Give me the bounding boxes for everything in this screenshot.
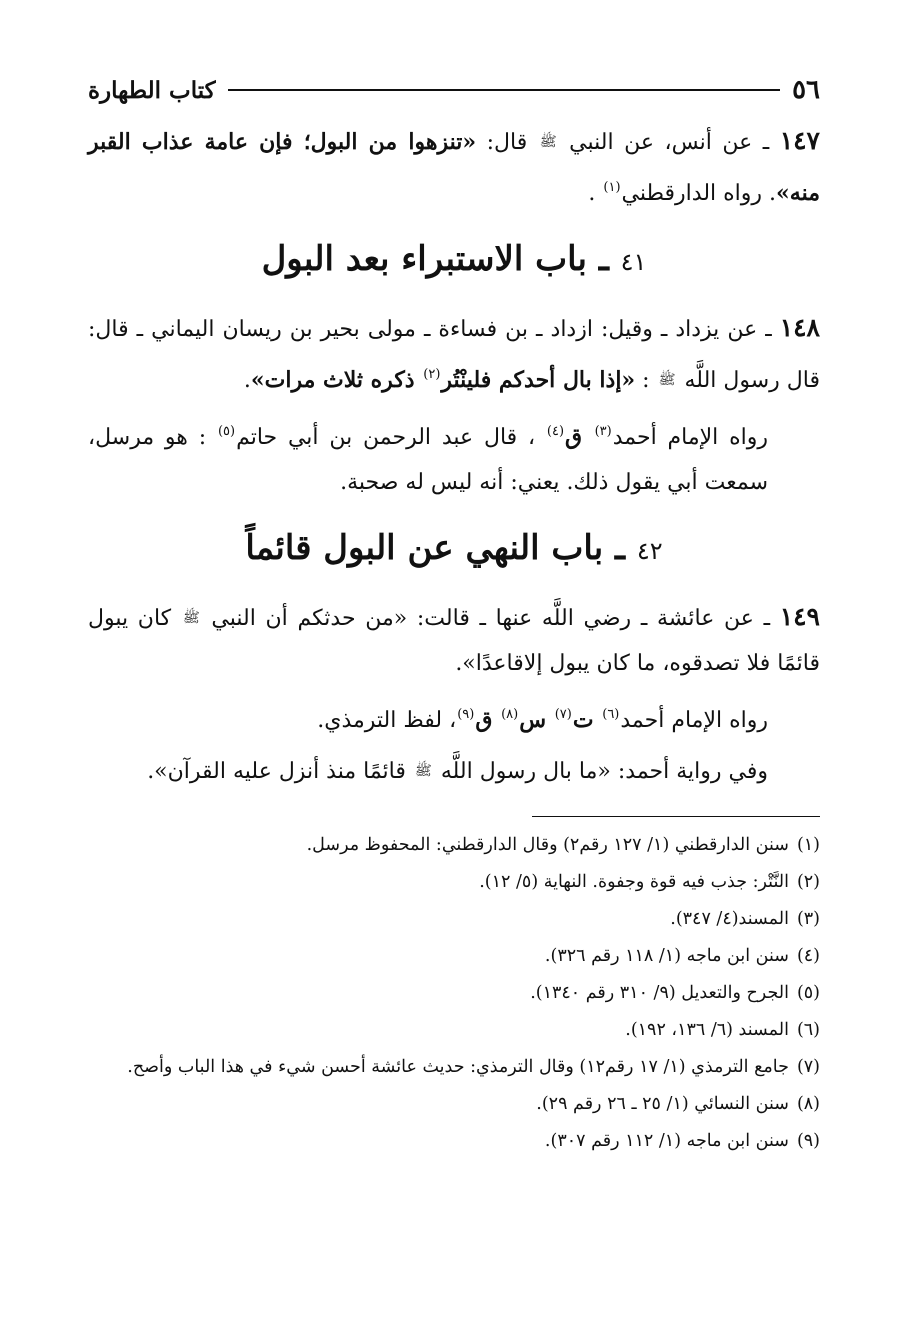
footnote-text: سنن ابن ماجه (١/ ١١٨ رقم ٣٢٦). <box>544 946 789 966</box>
footnote-ref-7[interactable]: (٧) <box>554 707 572 722</box>
running-head <box>88 70 820 110</box>
hadith-149-ahmad-version: وفي رواية أحمد: «ما بال رسول اللَّه ﷺ قائمًا منذ أنزل عليه القرآن». <box>147 759 768 784</box>
footnote-text: سنن الدارقطني (١/ ١٢٧ رقم٢) وقال الدارقطني: المحفوظ مرسل. <box>306 835 789 855</box>
hadith-number: ١٤٨ <box>779 313 820 342</box>
footnote-text: المسند(٤/ ٣٤٧). <box>670 909 789 929</box>
footnote-item <box>88 864 820 901</box>
section-heading-42: ٤٢ ـ باب النهي عن البول قائماً <box>245 528 663 568</box>
footnote-marker: (١) <box>796 835 820 855</box>
footnote-item <box>88 1123 820 1160</box>
footnote-text: جامع الترمذي (١/ ١٧ رقم١٢) وقال الترمذي: حديث عائشة أحسن شيء في هذا الباب وأصح. <box>127 1057 789 1077</box>
footnote-ref-9[interactable]: (٩) <box>457 707 475 722</box>
footnote-marker: (٩) <box>796 1131 820 1151</box>
hadith-149: ١٤٩ ـ عن عائشة ـ رضي اللَّه عنها ـ قالت: «من حدثكم أن النبي ﷺ كان يبول قائمًا فلا تصدقوه، ما كان يبول إلاقاعدًا». <box>88 602 820 676</box>
footnote-item <box>88 1049 820 1086</box>
footnote-item <box>88 975 820 1012</box>
hadith-148-takhrij: رواه الإمام أحمد$^{(٣)}$ ق$^{(٤)}$ ، قال عبد الرحمن بن أبي حاتم$^{(٥)}$ : هو مرسل، سمعت أبي يقول ذلك. يعني: أنه ليس له صحبة. <box>88 424 768 495</box>
hadith-number: ١٤٧ <box>779 126 820 155</box>
footnote-item <box>88 827 820 864</box>
hadith-148: ١٤٨ ـ عن يزداد ـ وقيل: ازداد ـ بن فساءة ـ مولى بحير بن ريسان اليماني ـ قال: قال رسول اللَّه ﷺ : «إذا بال أحدكم فلينْتُر$^{(٢)}$ ذكره ثلاث مرات». <box>88 313 820 393</box>
footnote-ref-1[interactable]: (١) <box>603 180 621 195</box>
sallallahu-icon: ﷺ <box>182 610 200 626</box>
footnote-ref-5[interactable]: (٥) <box>217 424 236 439</box>
footnote-item <box>88 901 820 938</box>
siglum-q: ق <box>475 707 501 733</box>
footnote-text: الجرح والتعديل (٩/ ٣١٠ رقم ١٣٤٠). <box>530 983 789 1003</box>
header-rule <box>228 89 780 91</box>
footnote-marker: (٣) <box>796 909 820 929</box>
footnote-marker: (٤) <box>796 946 820 966</box>
hadith-149-takhrij: رواه الإمام أحمد$^{(٦)}$ ت$^{(٧)}$ س$^{(٨)}$ ق$^{(٩)}$، لفظ الترمذي. <box>317 707 768 733</box>
footnote-marker: (٨) <box>796 1094 820 1114</box>
footnote-item <box>88 1086 820 1123</box>
footnote-item <box>88 938 820 975</box>
footnote-list <box>88 827 820 1160</box>
section-heading-41: ٤١ ـ باب الاستبراء بعد البول <box>261 239 647 279</box>
hadith-quote: «تنزهوا من البول؛ فإن عامة عذاب القبر منه» <box>88 129 820 206</box>
page-number: ٥٦ <box>792 75 820 105</box>
footnote-ref-6[interactable]: (٦) <box>602 707 620 722</box>
hadith-number: ١٤٩ <box>779 602 820 631</box>
footnote-text: المسند (٦/ ١٣٦، ١٩٢). <box>625 1020 789 1040</box>
footnote-ref-2[interactable]: (٢) <box>423 367 441 382</box>
sallallahu-icon: ﷺ <box>539 134 557 150</box>
main-text <box>88 118 820 794</box>
footnote-marker: (٦) <box>796 1020 820 1040</box>
footnote-ref-3[interactable]: (٣) <box>594 424 612 439</box>
siglum-t: ت <box>572 707 602 733</box>
hadith-147: ١٤٧ ـ عن أنس، عن النبي ﷺ قال: «تنزهوا من البول؛ فإن عامة عذاب القبر منه». رواه الدارقطني$^{(١)}$ . <box>88 126 820 206</box>
siglum-q: ق <box>565 424 594 450</box>
footnote-marker: (٢) <box>796 872 820 892</box>
siglum-s: س <box>519 707 554 733</box>
footnote-ref-4[interactable]: (٤) <box>546 424 565 439</box>
hadith-quote: «إذا بال أحدكم فلينْتُر <box>441 367 636 393</box>
book-title: كتاب الطهارة <box>88 76 216 104</box>
footnote-rule <box>532 816 820 817</box>
sallallahu-icon: ﷺ <box>658 372 676 388</box>
footnote-text: سنن ابن ماجه (١/ ١١٢ رقم ٣٠٧). <box>544 1131 789 1151</box>
footnote-marker: (٧) <box>796 1057 820 1077</box>
sallallahu-icon: ﷺ <box>414 763 432 779</box>
footnote-text: سنن النسائي (١/ ٢٥ ـ ٢٦ رقم ٢٩). <box>536 1094 789 1114</box>
footnote-marker: (٥) <box>796 983 820 1003</box>
footnote-ref-8[interactable]: (٨) <box>501 707 519 722</box>
footnote-item <box>88 1012 820 1049</box>
footnote-text: النَّتْر: جذب فيه قوة وجفوة. النهاية (٥/ ١٢). <box>479 872 789 892</box>
footnotes <box>88 816 820 1160</box>
